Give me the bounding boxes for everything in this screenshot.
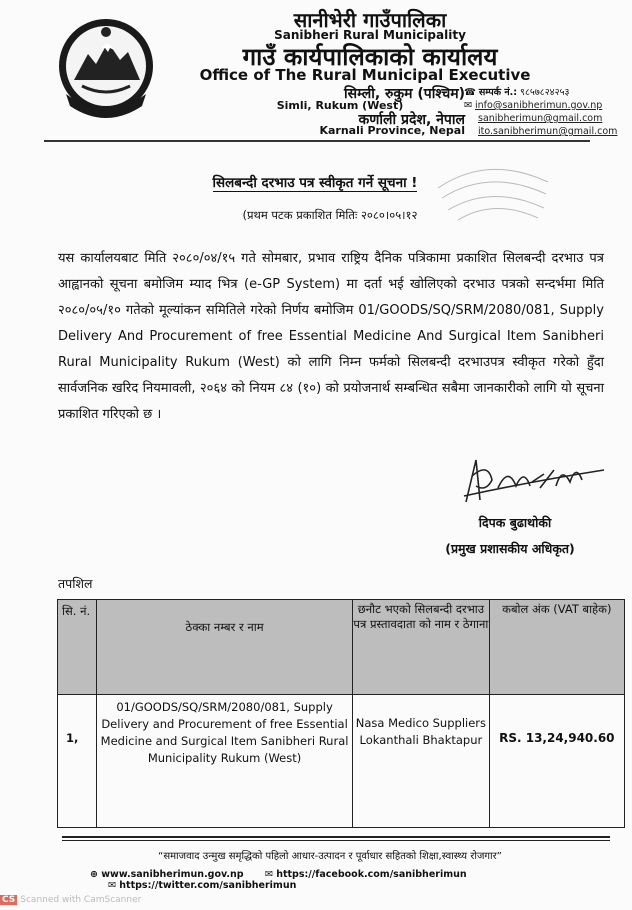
footer-links [90,869,610,891]
col-header-amount: कबोल अंक (VAT बाहेक) [489,600,624,695]
signatory-name: दिपक बुढाथोकी [478,515,552,530]
province-en: Karnali Province, Nepal [319,124,465,137]
signatory-title: (प्रमुख प्रशासकीय अधिकृत) [445,541,575,556]
table-header-row [58,600,625,695]
email-link[interactable]: ito.sanibherimun@gmail.com [478,126,618,137]
first-published-date: (प्रथम पटक प्रकाशित मितिः २०८०।०५।१२ [242,208,418,222]
website-link[interactable]: www.sanibherimun.gov.np [101,869,244,880]
footer-motto: “समाजवाद उन्मुख समृद्धिको पहिलो आधार-उत्पादन र पूर्वाधार सहितको शिक्षा,स्वास्थ्य रोजगार” [158,851,502,862]
scanner-watermark [0,895,141,905]
col-header-contract: ठेक्का नम्बर र नाम [96,600,352,695]
cell-contract: 01/GOODS/SQ/SRM/2080/081, Supply Delivery and Procurement of free Essential Medicine and Surgical Item Sanibheri Rural Municipality Rukum (West) [96,695,352,828]
email-link[interactable]: info@sanibherimun.gov.np [475,100,603,111]
handwritten-signature [458,452,608,510]
col-header-sn: सि. नं. [58,600,97,695]
phone-number: ९८५७८२४२५३ [520,87,570,98]
table-row [58,695,625,828]
mail-icon: ✉ [464,100,472,111]
header-divider [44,140,590,142]
cell-bidder: Nasa Medico Suppliers Lokanthali Bhaktapur [353,695,490,828]
notice-body: यस कार्यालयबाट मिति २०८०/०४/१५ गते सोमबार, प्रभाव राष्ट्रिय दैनिक पत्रिकामा प्रकाशित सिलबन्दी दरभाउ पत्र आह्वानको सूचना बमोजिम म्याद भित्र (e-GP System) मा दर्ता भई खोलिएको दरभाउ पत्रको सन्दर्भमा मिति २०८०/०५/१० गतेको मूल्यांकन समितिले गरेको निर्णय बमोजिम 01/GOODS/SQ/SRM/2080/081, Supply Delivery And Procurement of free Essential Medicine And Surgical Item Sanibheri Rural Municipality Rukum (West) को लागि निम्न फर्मको सिलबन्दी दरभाउपत्र स्वीकृत गरेको हुँदा सार्वजनिक खरिद नियमावली, २०६४ को नियम ८४ (१०) को प्रयोजनार्थ सम्बन्धित सबैमा जानकारीको लागि यो सूचना प्रकाशित गरिएको छ । [58,251,604,422]
contact-block [464,86,624,138]
scanner-text: Scanned with CamScanner [20,895,142,905]
org-name-en: Sanibheri Rural Municipality [274,28,466,42]
place-np: सिम्ली, रुकुम (पश्चिम) [344,86,465,102]
office-name-en: Office of The Rural Municipal Executive [199,66,531,84]
place-en: Simli, Rukum (West) [276,99,404,112]
award-table [57,599,625,828]
province-np: कर्णाली प्रदेश, नेपाल [358,112,465,128]
globe-icon: ⊕ [90,869,98,880]
footer-divider [62,836,610,838]
phone-icon: ☎ [464,87,476,98]
facebook-link[interactable]: https://facebook.com/sanibherimun [276,869,467,880]
cell-amount: RS. 13,24,940.60 [489,695,624,828]
org-name-np: सानीभेरी गाउँपालिका [293,8,447,32]
twitter-icon: ✉ [108,880,116,891]
notice-title-text: सिलबन्दी दरभाउ पत्र स्वीकृत गर्ने सूचना ! [212,175,418,191]
office-name-np: गाउँ कार्यपालिकाको कार्यालय [242,42,498,71]
cell-sn: 1, [58,695,97,828]
notice-title [180,173,450,191]
twitter-link[interactable]: https://twitter.com/sanibherimun [119,880,297,891]
camscanner-badge: CS [2,895,16,905]
footer-divider [62,840,610,841]
email-link[interactable]: sanibherimun@gmail.com [478,113,603,124]
details-label: तपशिल [58,576,93,591]
municipality-emblem [56,14,156,119]
phone-label: सम्पर्क नं.: [478,87,518,98]
col-header-bidder: छनौट भएको सिलबन्दी दरभाउ पत्र प्रस्तावदाता को नाम र ठेगाना [353,600,490,695]
facebook-icon: ✉ [264,869,273,880]
